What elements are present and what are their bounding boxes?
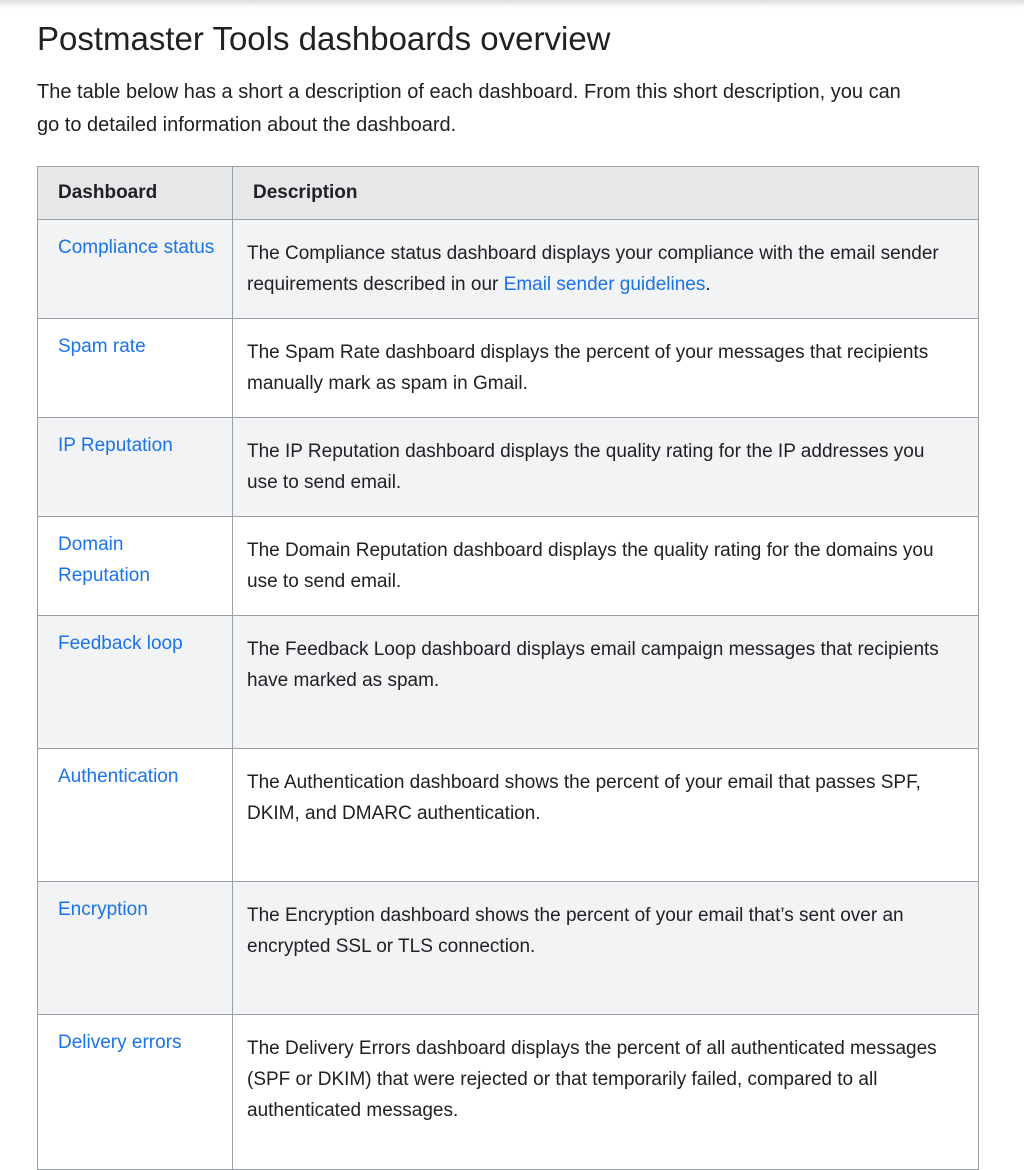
cell-dashboard bbox=[38, 418, 233, 517]
table-row bbox=[38, 220, 979, 319]
cell-dashboard bbox=[38, 616, 233, 749]
table-header bbox=[38, 167, 979, 220]
column-header-dashboard: Dashboard bbox=[38, 167, 233, 220]
table-row bbox=[38, 749, 979, 882]
table-body bbox=[38, 220, 979, 1170]
dashboard-link-authentication[interactable]: Authentication bbox=[58, 766, 179, 787]
cell-description: The Authentication dashboard shows the percent of your email that passes SPF, DKIM, and DMARC authentication. bbox=[233, 749, 979, 882]
table-row bbox=[38, 882, 979, 1015]
cell-description: The Spam Rate dashboard displays the percent of your messages that recipients manually mark as spam in Gmail. bbox=[233, 319, 979, 418]
table-row bbox=[38, 418, 979, 517]
dashboard-link-compliance-status[interactable]: Compliance status bbox=[58, 237, 215, 258]
table-row bbox=[38, 616, 979, 749]
cell-dashboard bbox=[38, 1015, 233, 1170]
cell-dashboard bbox=[38, 882, 233, 1015]
cell-description: The Encryption dashboard shows the percent of your email that’s sent over an encrypted SSL or TLS connection. bbox=[233, 882, 979, 1015]
cell-description bbox=[233, 220, 979, 319]
cell-dashboard bbox=[38, 517, 233, 616]
cell-dashboard bbox=[38, 319, 233, 418]
dashboard-link-spam-rate[interactable]: Spam rate bbox=[58, 336, 146, 357]
dashboard-link-delivery-errors[interactable]: Delivery errors bbox=[58, 1032, 182, 1053]
table-row bbox=[38, 1015, 979, 1170]
table-row bbox=[38, 517, 979, 616]
cell-dashboard bbox=[38, 220, 233, 319]
page-title: Postmaster Tools dashboards overview bbox=[37, 20, 611, 57]
cell-description: The Delivery Errors dashboard displays the percent of all authenticated messages (SPF or DKIM) that were rejected or that temporarily failed, compared to all authenticated messages. bbox=[233, 1015, 979, 1170]
email-sender-guidelines-link[interactable]: Email sender guidelines bbox=[503, 274, 706, 295]
cell-dashboard bbox=[38, 749, 233, 882]
description-text-after-link: . bbox=[705, 274, 711, 295]
dashboards-table bbox=[37, 166, 979, 1170]
cell-description: The IP Reputation dashboard displays the quality rating for the IP addresses you use to send email. bbox=[233, 418, 979, 517]
dashboard-link-domain-reputation[interactable]: Domain Reputation bbox=[58, 534, 150, 586]
cell-description: The Feedback Loop dashboard displays email campaign messages that recipients have marked as spam. bbox=[233, 616, 979, 749]
table-header-row bbox=[38, 167, 979, 220]
dashboard-link-encryption[interactable]: Encryption bbox=[58, 899, 148, 920]
column-header-description: Description bbox=[233, 167, 979, 220]
description-text-before-link: The Compliance status dashboard displays your compliance with the email sender requirements described in our bbox=[247, 243, 939, 295]
dashboard-link-ip-reputation[interactable]: IP Reputation bbox=[58, 435, 173, 456]
cell-description: The Domain Reputation dashboard displays the quality rating for the domains you use to send email. bbox=[233, 517, 979, 616]
dashboard-link-feedback-loop[interactable]: Feedback loop bbox=[58, 633, 183, 654]
table-row bbox=[38, 319, 979, 418]
intro-paragraph: The table below has a short a description of each dashboard. From this short description, you can go to detailed information about the dashboard. bbox=[37, 81, 901, 136]
